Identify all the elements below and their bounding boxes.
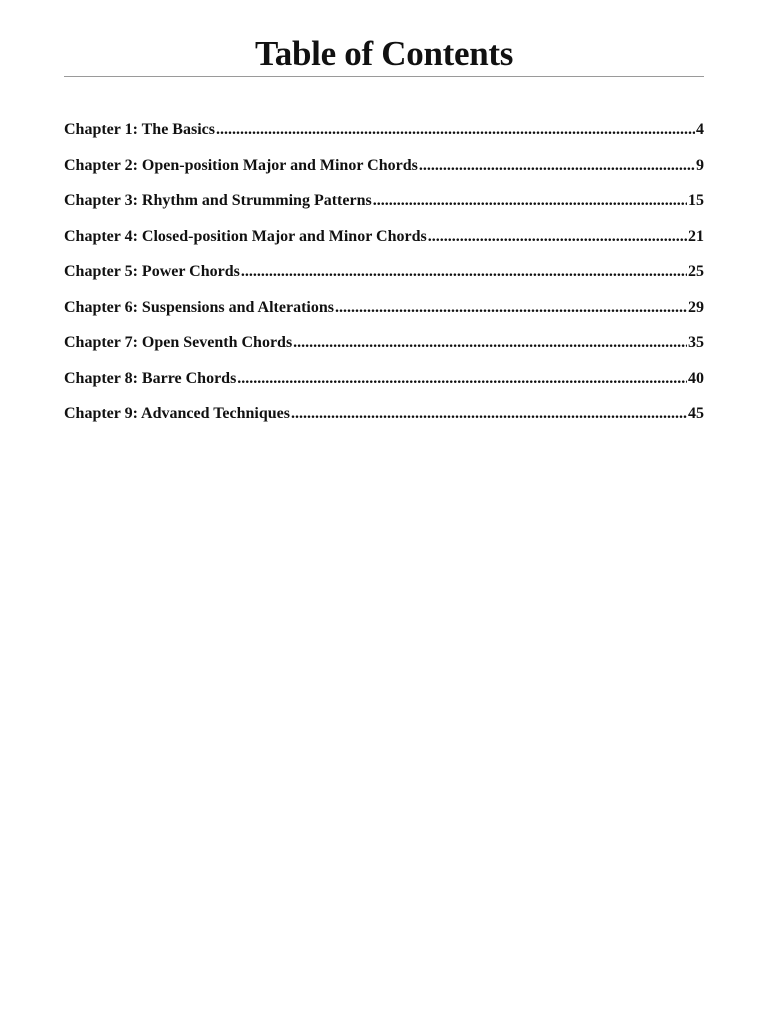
dot-leader [241, 260, 687, 284]
dot-leader [293, 331, 687, 355]
table-of-contents [64, 118, 704, 438]
toc-entry-page-number: 21 [688, 227, 704, 245]
toc-entry-chapter-6[interactable] [64, 296, 704, 332]
toc-entry-chapter-7[interactable] [64, 331, 704, 367]
toc-entry-page-number: 40 [688, 369, 704, 387]
dot-leader [291, 402, 687, 426]
page-title: Table of Contents [254, 34, 514, 73]
toc-entry-page-number: 45 [688, 405, 704, 422]
toc-entry-chapter-9[interactable] [64, 402, 704, 438]
toc-entry-page-number: 35 [688, 334, 704, 351]
dot-leader [216, 118, 695, 142]
toc-entry-chapter-4[interactable] [64, 225, 704, 261]
toc-entry-chapter-2[interactable] [64, 154, 704, 190]
toc-entry-page-number: 9 [696, 156, 704, 174]
toc-entry-title: Chapter 1: The Basics [64, 121, 215, 138]
toc-entry-page-number: 29 [688, 298, 704, 316]
toc-entry-title: Chapter 6: Suspensions and Alterations [64, 298, 334, 316]
toc-entry-title: Chapter 3: Rhythm and Strumming Patterns [64, 192, 372, 209]
toc-entry-title: Chapter 5: Power Chords [64, 263, 240, 280]
toc-entry-page-number: 15 [688, 192, 704, 209]
dot-leader [373, 189, 687, 213]
dot-leader [237, 367, 687, 391]
toc-entry-title: Chapter 9: Advanced Techniques [64, 405, 290, 422]
title-divider [64, 76, 704, 77]
toc-entry-title: Chapter 8: Barre Chords [64, 369, 237, 387]
dot-leader [428, 225, 687, 249]
toc-entry-chapter-3[interactable] [64, 189, 704, 225]
toc-entry-chapter-8[interactable] [64, 367, 704, 403]
toc-entry-page-number: 25 [688, 263, 704, 280]
toc-entry-title: Chapter 2: Open-position Major and Minor Chords [64, 156, 418, 174]
dot-leader [335, 296, 687, 320]
toc-entry-title: Chapter 4: Closed-position Major and Minor Chords [64, 227, 427, 245]
toc-entry-chapter-5[interactable] [64, 260, 704, 296]
toc-entry-chapter-1[interactable] [64, 118, 704, 154]
dot-leader [419, 154, 695, 178]
toc-entry-page-number: 4 [696, 121, 704, 138]
toc-entry-title: Chapter 7: Open Seventh Chords [64, 334, 293, 351]
